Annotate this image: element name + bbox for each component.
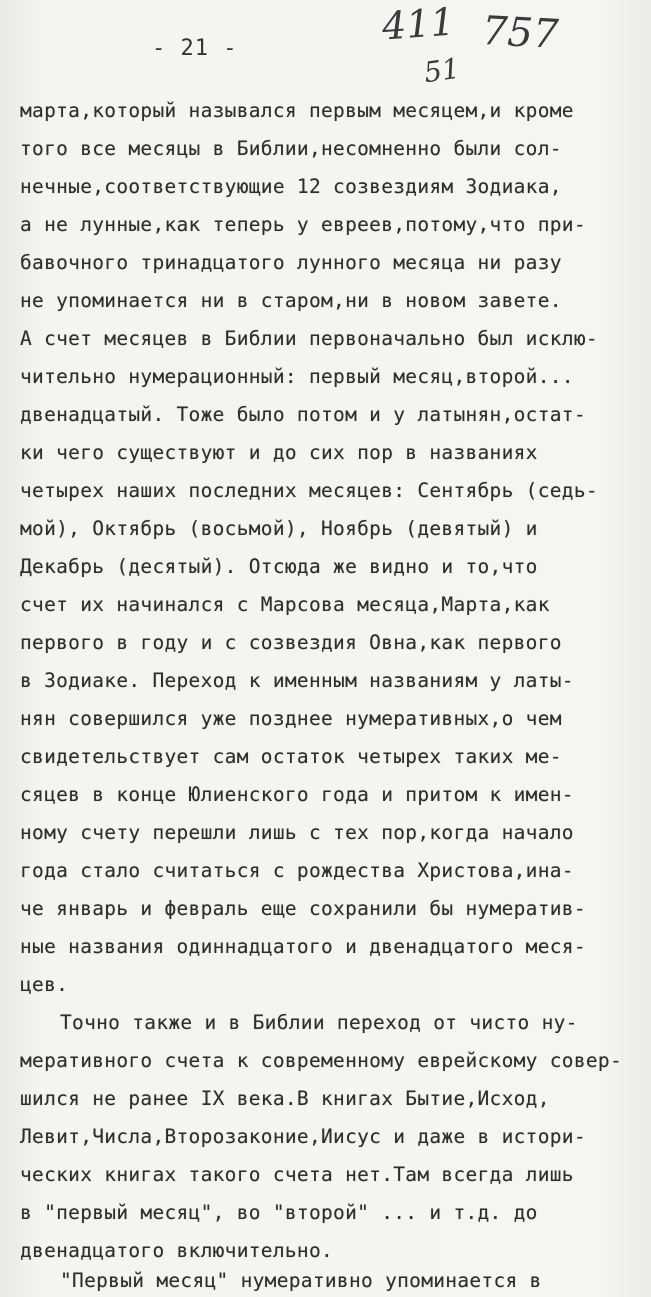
text-line: счет их начинался с Марсова месяца,Марта,как <box>20 593 550 616</box>
text-line: а не лунные,как теперь у евреев,потому,что при- <box>20 213 586 236</box>
handwritten-mark: 51 <box>421 51 462 90</box>
text-line: свидетельствует сам остаток четырех таких ме- <box>20 745 562 768</box>
text-line: в Зодиаке. Переход к именным названиям у латы- <box>20 669 574 692</box>
text-line: ческих книгах такого счета нет.Там всегда лишь <box>20 1163 574 1186</box>
page-number: - 21 - <box>152 36 238 61</box>
text-line: двенадцатый. Тоже было потом и у латынян,остат- <box>20 403 586 426</box>
text-line: А счет месяцев в Библии первоначально был исклю- <box>20 327 598 350</box>
text-line: цев. <box>20 973 69 996</box>
text-line: чительно нумерационный: первый месяц,второй... <box>20 365 574 388</box>
text-line: мой), Октябрь (восьмой), Ноябрь (девятый) и <box>20 517 538 540</box>
handwritten-mark: 757 <box>480 8 560 58</box>
text-line: четырех наших последних месяцев: Сентябрь (седь- <box>20 479 598 502</box>
text-line: бавочного тринадцатого лунного месяца ни разу <box>20 251 562 274</box>
text-line: сяцев в конце Юлиенского года и притом к имен- <box>20 783 574 806</box>
text-line: нян совершился уже позднее нумеративных,о чем <box>20 707 562 730</box>
text-line: не упоминается ни в старом,ни в новом завете. <box>20 289 562 312</box>
text-line: года стало считаться с рождества Христова,ина- <box>20 859 574 882</box>
text-line: Точно также и в Библии переход от чисто ну- <box>60 1011 578 1034</box>
text-line: нечные,соответствующие 12 созвездиям Зодиака, <box>20 175 562 198</box>
text-line: того все месяцы в Библии,несомненно были сол- <box>20 137 562 160</box>
text-line: шился не ранее IX века.В книгах Бытие,Исход, <box>20 1087 550 1110</box>
handwritten-mark: 411 <box>380 0 456 49</box>
text-line: ному счету перешли лишь с тех пор,когда начало <box>20 821 574 844</box>
text-line: меративного счета к современному еврейскому совер- <box>20 1049 622 1072</box>
text-line: "Первый месяц" нумеративно упоминается в <box>60 1269 542 1292</box>
text-line: двенадцатого включительно. <box>20 1239 334 1262</box>
text-line: в "первый месяц", во "второй" ... и т.д. до <box>20 1201 538 1224</box>
text-line: Декабрь (десятый). Отсюда же видно и то,что <box>20 555 538 578</box>
text-line: ные названия одиннадцатого и двенадцатого меся- <box>20 935 586 958</box>
text-line: первого в году и с созвездия Овна,как первого <box>20 631 562 654</box>
text-line: Левит,Числа,Второзаконие,Иисус и даже в истори- <box>20 1125 586 1148</box>
text-line: марта,который назывался первым месяцем,и кроме <box>20 99 574 122</box>
text-line: ки чего существуют и до сих пор в названиях <box>20 441 538 464</box>
text-line: че январь и февраль еще сохранили бы нумератив- <box>20 897 586 920</box>
